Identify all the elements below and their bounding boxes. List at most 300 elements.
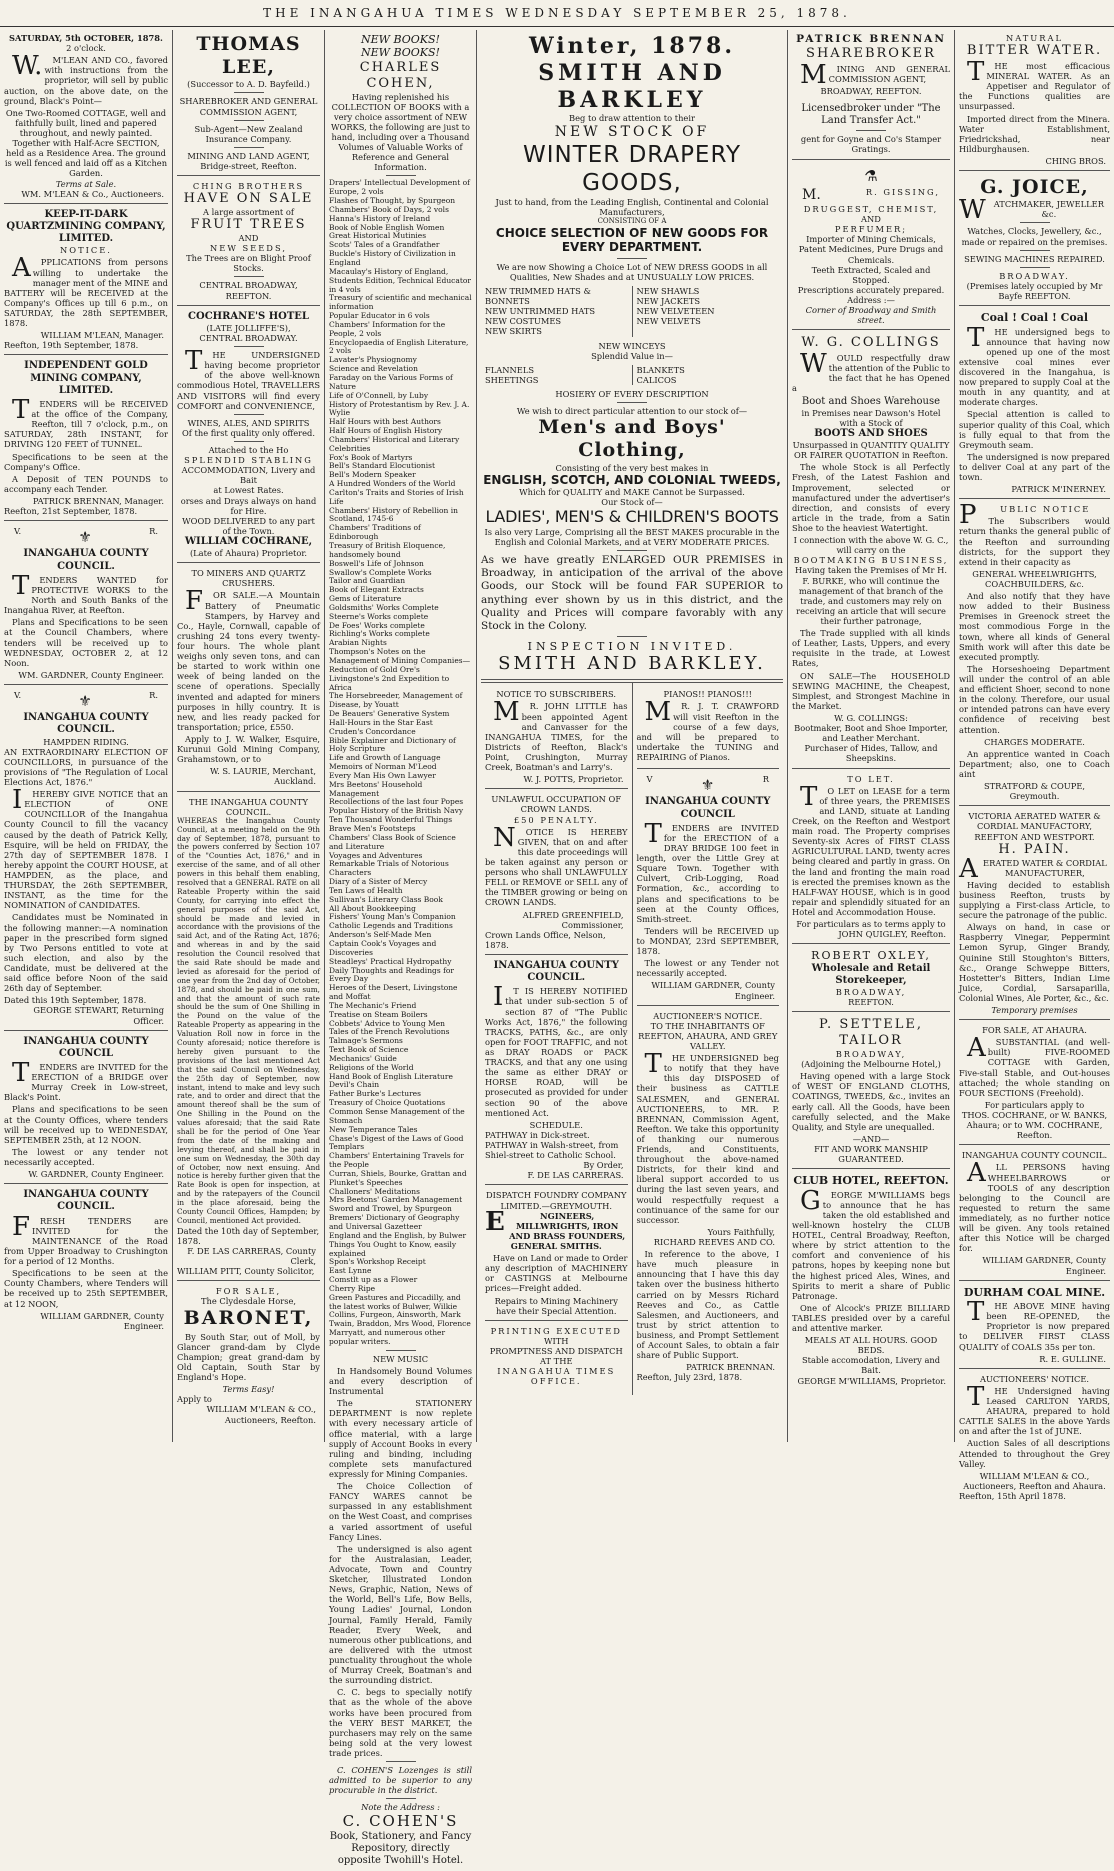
ad-body: One of Alcock's PRIZE BILLIARD TABLES presided over by a careful and attentive marker. (792, 1302, 950, 1334)
ad-title: INANGAHUA COUNTY COUNCIL. (23, 712, 149, 736)
ad-body: Unsurpassed in QUANTITY QUALITY OR FAIRER QUOTATION in Reefton. (792, 440, 950, 461)
ahaura-auction-ad (959, 1371, 1110, 1505)
goods-right (632, 365, 784, 385)
keep-it-dark-ad (4, 206, 168, 356)
list-item: Anderson's Self-Made Men (329, 930, 432, 940)
column-4 (476, 30, 787, 1442)
unlawful-occupation-notice (485, 791, 628, 955)
list-item: Chambers' Historical and Literary Celebrities (329, 434, 460, 453)
ad-signature: W. S. LAURIE, Merchant, Auckland. (210, 766, 316, 787)
ad-body: Plans and Specifications to be seen at the Council Chambers, where tenders will be received up to WEDNESDAY, OCTOBER 2, at 12 Noon. (4, 617, 168, 668)
ad-subtitle: PERFUMER; (834, 224, 908, 235)
list-item: SHEETINGS (485, 374, 539, 385)
ad-body: Candidates must be Nominated in the following manner:—A nomination paper in the prescribed form signed by Two Persons entitled to vote at such election, and also by the Candidate, must be delivered at the said office before Noon of the said 26th day of September. (4, 912, 168, 994)
ad-body: TENDERS WANTED for PROTECTIVE WORKS to the North and South Banks of the Inangahua River, at Reefton. (4, 570, 168, 616)
ad-title: AUCTIONEERS' NOTICE. (979, 1373, 1090, 1384)
list-item: Comstlt up as a Flower (329, 1275, 418, 1285)
list-item: Spon's Workshop Receipt (329, 1257, 426, 1267)
ad-title: M. (802, 186, 821, 203)
list-item: NEW UNTRIMMED HATS (485, 306, 596, 317)
list-item: NEW VELVETS (636, 316, 701, 327)
smith-barkley-ad (481, 30, 783, 680)
list-item: Life of O'Connell, by Luby (329, 390, 429, 400)
subscribers-notice (485, 686, 628, 789)
ad-body: For particulars apply to (984, 1099, 1085, 1110)
ad-body: TENDERS are INVITED for the ERECTION of a BRIDGE over Murray Creek in Low-street, Black's Point. (4, 1058, 168, 1103)
ad-address: (Adjoining the Melbourne Hotel,) (801, 1059, 941, 1070)
council-election-ad (4, 687, 168, 1031)
ad-title: CLUB HOTEL, REEFTON. (793, 1174, 949, 1188)
ad-body: MR. JOHN LITTLE has been appointed Agent and Canvasser for the INANGAHUA TIMES, for the Districts of Reefton, Black's Point, Crushington, Murray Creek, Boatman's and Larry's. (485, 697, 628, 773)
ad-title: BARONET, (183, 1306, 314, 1329)
ad-body: Specifications to be seen at the Company's Office. (4, 451, 168, 472)
ad-body: AND (238, 233, 259, 244)
ad-date: Reefton, July 23rd, 1878. (636, 1372, 743, 1383)
list-item: Fox's Book of Martyrs (329, 452, 413, 462)
list-item: Treasury of Choice Quotations (329, 1098, 446, 1108)
ad-body: The Trees are on Blight Proof Stocks. (186, 253, 311, 274)
council-road-ad (4, 1186, 168, 1335)
ad-body: Specifications to be seen at the County Chambers, where Tenders will be received up to 25th SEPTEMBER, at 12 NOON, (4, 1268, 168, 1309)
ad-subtitle: (LATE JOLLIFFE'S), (206, 322, 291, 333)
ad-address: Book, Stationery, and Fancy Repository, directly opposite Twohill's Hotel. (329, 1830, 472, 1867)
list-item: Curran, Shiels, Bourke, Grattan and Plunket's Speeches (329, 1168, 467, 1187)
column-3 (324, 30, 476, 1867)
list-item: Chambers' Traditions of Edinborough (329, 523, 421, 542)
ad-body: W.M'LEAN AND CO., favored with instructions from the proprietor, will sell by public auction, on the above date, on the ground, Black's Point— (4, 51, 168, 106)
col4-lower-right (632, 683, 784, 1395)
list-item: Chambers' Information for the People, 2 vols (329, 319, 446, 338)
ad-body: Temporary premises (991, 1005, 1078, 1016)
list-item: Flashes of Thought, by Spurgeon (329, 196, 456, 206)
list-item: Boswell's Life of Johnson (329, 558, 424, 568)
goods-left (481, 365, 632, 385)
coal-ad (959, 308, 1110, 499)
ad-body: By South Star, out of Moll, by Glancer grand-dam by Clyde Champion; great grand-dam by Old Captain, South Star by England's Hope. (177, 1331, 320, 1383)
ad-place: Reefton, 19th September, 1878. (4, 340, 139, 351)
list-item: Remarkable Trials of Notorious Characters (329, 859, 449, 878)
ad-body: For particulars as to terms apply to (796, 919, 946, 930)
list-item: Drapers' Intellectual Development of Europe, 2 vols (329, 178, 470, 197)
ad-subtitle: (Late of Ahaura) Proprietor. (189, 548, 308, 559)
ad-body: Importer of Mining Chemicals, Patent Medicines, Pure Drugs and Chemicals. (798, 234, 944, 265)
ad-title: UNLAWFUL OCCUPATION OF CROWN LANDS. (491, 794, 622, 815)
cochranes-hotel-ad (177, 308, 320, 564)
ad-signature: W. G. COLLINGS: (834, 713, 908, 723)
ad-body: THE Undersigned having Leased CARLTON YARDS, AHAURA, prepared to hold CATTLE SALES in the above Yards on and after the 1st of JUNE. (959, 1381, 1110, 1437)
ad-address: Bridge-street, Reefton. (200, 161, 297, 171)
gissing-chemist-ad (792, 162, 950, 331)
list-item: East Lynne (329, 1266, 372, 1276)
ad-title: NOTICE TO SUBSCRIBERS. (496, 689, 617, 700)
ad-title: KEEP-IT-DARK QUARTZMINING COMPANY, LIMITED. (6, 208, 166, 245)
ad-subtitle: £50 PENALTY. (513, 814, 599, 825)
ad-body: Having decided to establish business Reefton, trusts by supplying a First-class Article, to secure the patronage of the public. (959, 879, 1110, 921)
ad-body: ENGINEERS, MILLWRIGHTS, IRON AND BRASS FOUNDERS, GENERAL SMITHS. (485, 1206, 626, 1251)
ad-body: WHEREAS the Inangahua County Council, at a meeting held on the 9th day of September, 1878, pursuant to the powers conferred by Section 107 of the "Counties Act, 1876," and in exercise of the same, and of all other powers in this behalf them enabling, resolved that a GENERAL RATE on all Rateable Property within the said County, for carrying into effect the general purposes of the said Act, should be made and levied in accordance with the provisions of the said Act, and of the Rating Act, 1876; and whereas in and by the said resolution the Council resolved that the said Rate should be made and levied as aforesaid for the period of one year from the 2nd day of October, 1878, and should be paid in one sum, and that the amount of such rate should be the sum of One Shilling in the Pound on the value of the Rateable Property as appearing in the Valuation Roll now in force in the County aforesaid; notice therefore is hereby given pursuant to the provisions of the last mentioned Act that the said Council on Wednesday, the 25th day of September, now instant, intend to make and levy such rate, and to order and direct that the amount thereof shall be the sum of One Shilling in the Pound on the values aforesaid; that the said Rate shall be for the period of One Year from the date of the making and levying thereof, and shall be paid in one sum on Wednesday, the 30th day of October, now next ensuing. And notice is hereby further given that the Rate Book is open for inspection, at and by the ratepayers of the Council in the place aforesaid, being the County Council Offices, Hampden; by Council, mentioned Act provided. (177, 815, 320, 1225)
council-protective-works-ad (4, 523, 168, 685)
ad-body: And also notify that they have now added to their Business Premises in Greenock street the most commodious Forge in the town, where all kinds of General Smith work will after this date be executed promptly. (959, 591, 1110, 662)
ad-body: Consisting of the very best makes in (555, 462, 709, 473)
ad-body: A Deposit of TEN POUNDS to accompany each Tender. (4, 473, 168, 494)
ad-body: —AND— (852, 1133, 890, 1144)
ad-signature: WILLIAM COCHRANE, (184, 535, 313, 547)
ad-title: VICTORIA AERATED WATER & CORDIAL MANUFACTORY, (968, 811, 1101, 832)
list-item: Mechanics' Guide (329, 1053, 397, 1063)
ad-address: REEFTON. (848, 997, 894, 1008)
ad-body: C. COHEN'S Lozenges is still admitted to be superior to any procurable in the district. (329, 1765, 472, 1796)
ad-signature: WM. M'LEAN & Co., Auctioneers. (21, 188, 164, 199)
public-notice-ad (959, 501, 1110, 806)
ad-title: CHING BROTHERS (192, 181, 305, 192)
ad-body: Note the Address : (361, 1802, 440, 1813)
list-item: Tailor and Guardian (329, 576, 406, 586)
ad-date: Reefton, 15th April 1878. (959, 1490, 1066, 1501)
ad-signature: PATRICK M'INERNEY. (1011, 484, 1106, 495)
ad-body: APPLICATIONS from persons willing to undertake the manager ment of the MINE and BATTERY will be RECEIVED at the Company's Offices up till 6 p.m., on SATURDAY, the 28th SEPTEMBER, 1878. (4, 253, 168, 329)
ad-body: IHEREBY GIVE NOTICE that an ELECTION of ONE COUNCILLOR of the Inangahua County Council to fill the vacancy caused by the death of Patrick Kelly, Esquire, will be held on FRIDAY, the 27th day of SEPTEMBER 1878. I hereby appoint the COURT HOUSE, at HAMPDEN, as the place, and THURSDAY, the 26th SEPTEMBER, INSTANT, as the time for the NOMINATION of CANDIDATES. (4, 785, 168, 911)
list-item: Swallow's Complete Works (329, 567, 432, 577)
ad-body: The lowest or any Tender not necessarily accepted. (636, 958, 779, 979)
list-item: Buckle's History of Civilization in England (329, 249, 456, 267)
ad-body: THE UNDERSIGNED beg to notify that they have this day DISPOSED of their business as CATTLE SALESMEN, and GENERAL AUCTIONEERS, to MR. P. BRENNAN, Commission Agent, Reefton. We take this opportunity of thanking our numerous Friends, and Constituents, throughout the above-named Districts, for their kind and liberal support accorded to us during the last seven years, and would respectfully request a continuance of the same for our successor. (636, 1049, 779, 1225)
list-item: Livingstone's 2nd Expedition to Africa (329, 673, 450, 692)
ad-body: Prescriptions accurately prepared. (797, 284, 945, 295)
list-item: NEW VELVETEEN (636, 306, 715, 317)
list-item: Steerne's Works complete (329, 611, 429, 621)
list-item: Mrs Beetons' Garden Management (329, 1195, 463, 1205)
ad-body: The undersigned is also agent for the Australasian, Leader, Advocate, Town and Country Sketcher, Illustrated London News, Graphic, Nation, News of the World, Bell's Life, Bow Bells, Young Ladies' Journal, London Journal, Family Herald, Family Reader, Every Week, and numerous other publications, and are delivered with the utmost punctuality throughout the whole of Murray Creek, Boatman's and the surrounding district. (329, 1543, 472, 1686)
ad-signature: R. E. GULLINE. (1039, 1353, 1106, 1364)
ad-body: The Trade supplied with all kinds of Leather, Lasts, Uppers, and every requisite in the trade, at Lowest Rates, (792, 628, 950, 669)
list-item: Ten Laws of Health (329, 885, 403, 895)
ad-highlight: WINTER DRAPERY GOODS, (522, 141, 742, 196)
goods-left (481, 286, 632, 337)
ad-date: SATURDAY, 5th OCTOBER, 1878. (9, 33, 163, 43)
list-item: NEW COSTUMES (485, 316, 562, 327)
ad-time: 2 o'clock. (66, 43, 106, 54)
ad-body: Sub-Agent—New Zealand Insurance Company. (194, 123, 303, 144)
list-item: Challoners' Meditations (329, 1186, 420, 1196)
ad-body: NOTICE IS HEREBY GIVEN, that on and after this date proceedings will be taken against any person or persons who shall UNLAWFULLY FELL or REMOVE or SELL any of the TIMBER growing or being on CROWN LANDS. (485, 822, 628, 908)
ad-title: INDEPENDENT GOLD MINING COMPANY, LIMITED. (24, 360, 148, 396)
ad-body: In reference to the above, I have much pleasure in announcing that I have this day taken over the business hitherto carried on by Messrs Richard Reeves and Co., as Cattle Salesmen, and Auctioneers, and trust by strict attention to business, and Prompt Settlement of Account Sales, to obtain a fair share of Public Support. (636, 1249, 779, 1361)
ad-highlight: Boot and Shoes Warehouse (801, 395, 941, 407)
column-2 (172, 30, 324, 1442)
list-item: A Hundred Wonders of the World (329, 479, 456, 489)
crest-letter: V. (14, 526, 22, 537)
ad-title: DURHAM COAL MINE. (963, 1285, 1106, 1299)
ad-body: WITH (543, 1335, 569, 1346)
list-item: Macaulay's History of England, Students Edition, Technical Educator in 4 vols (329, 266, 471, 294)
ad-body: THE UNDERSIGNED having become proprietor of the above well-known commodious Hotel, TRAVELLERS AND VISITORS will find every COMFORT and CONVENIENCE, (177, 346, 320, 411)
ad-body: Our Stock of— (601, 497, 663, 508)
ad-subtitle: Storekeeper, (835, 974, 907, 986)
ad-title: P. SETTELE, (818, 1017, 924, 1033)
ad-signature: W. J. POTTS, Proprietor. (523, 774, 624, 785)
brennan-ad (792, 30, 950, 160)
ad-body: CONSISTING OF A (597, 216, 667, 225)
mortar-pestle-icon: ⚗ (864, 166, 878, 185)
list-item: Brave Men's Footsteps (329, 824, 416, 833)
ad-body: IT IS HEREBY NOTIFIED that under sub-section 5 of section 87 of "The Public Works Act, 1876," the following TRACKS, PATHS, &c., are only open for FOOT TRAFFIC, and not as DRAY ROADS or PACK TRACKS, and that any one using the same as either DRAY or HORSE ROAD, will be prosecuted as provided for under section 90 of the above mentioned Act. (485, 982, 628, 1118)
ad-body: Which for QUALITY and MAKE Cannot be Surpassed. (519, 487, 745, 498)
list-item: De Beauers' Generative System (329, 709, 450, 719)
ad-title: DISPATCH FOUNDRY COMPANY LIMITED.—GREYMOUTH. (486, 1190, 627, 1211)
ad-signature: WILLIAM PITT, County Solicitor, (177, 1266, 315, 1277)
list-item: Treatise on Steam Boilers (329, 1009, 428, 1019)
ad-title: INANGAHUA COUNTY COUNCIL. (493, 959, 619, 984)
ad-address: BROADWAY, (835, 1049, 907, 1060)
ad-signature: WILLIAM M'LEAN, Manager. (40, 330, 164, 341)
list-item: Devil's Chain (329, 1080, 380, 1090)
battery-sale-ad (177, 565, 320, 791)
ad-body: The whole Stock is all Perfectly Fresh, of the Latest Fashion and Improvement, selected or manufactured under the advertiser's direction, and consists of every article in the trade, from a Satin Shoe to the heaviest Watertight. (792, 462, 950, 534)
list-item: Cherry Ripe (329, 1283, 376, 1293)
list-item: Thompson's Notes on the Management of Mining Companies—Reduction of Gold Ore's (329, 647, 471, 674)
ad-body: Apply to J. W. Walker, Esquire, Kurunui Gold Mining Company, Grahamstown, or to (177, 734, 320, 765)
list-item: Sullivan's Literary Class Book (329, 894, 443, 904)
ad-subtitle: TO THE INHABITANTS OF REEFTON, AHAURA, AND GREY VALLEY. (638, 1020, 778, 1051)
ad-subtitle: SCHEDULE. (529, 1119, 583, 1130)
ad-address: (Premises lately occupied by Mr Bayfe REEFTON. (966, 280, 1103, 301)
royal-crest-icon: ⚜ (700, 776, 715, 795)
ad-title: INANGAHUA COUNTY COUNCIL. (23, 1189, 149, 1213)
ad-signature: GEORGE M'WILLIAMS, Proprietor. (797, 1375, 946, 1386)
column-1 (0, 30, 172, 1442)
ad-subtitle: HAVE ON SALE (183, 191, 314, 207)
list-item: Chambers' Class Book of Science and Literature (329, 832, 456, 851)
ad-body: Having replenished his COLLECTION OF BOOKS with a very choice assortment of NEW WORKS, the following are just to hand, including over a Thousand Volumes of Valuable Works of Reference and General Information. (330, 91, 470, 173)
ad-body: Is also very Large, Comprising all the BEST MAKES procurable in the English and Colonial Markets, and at VERY MODERATE PRICES. (484, 527, 780, 548)
ad-body: C. C. begs to specially notify that as the whole of the above works have been procured from the VERY BEST MARKET, the purchasers may rely on the same being sold at the very lowest trade prices. (329, 1687, 472, 1758)
list-item: Cobbets' Advice to Young Men (329, 1018, 446, 1028)
ad-title: R. GISSING, (865, 186, 940, 197)
list-item: Chambers' History of Rebellion in Scotland, 1745-6 (329, 505, 458, 524)
ad-signature: WILLIAM M'LEAN & CO., Auctioneers, Reefton and Ahaura. (963, 1470, 1106, 1491)
ad-body: Purchaser of Hides, Tallow, and Sheepskins. (804, 743, 938, 764)
list-item: Bell's Standard Elocutionist (329, 461, 435, 471)
settele-tailor-ad (792, 1014, 950, 1169)
ad-body: MINING AND LAND AGENT, (187, 150, 310, 161)
ad-subtitle: NOTICE. (60, 245, 112, 256)
ad-body: Always on hand, in case or Raspberry Vinegar, Peppermint Lemon Syrup, Ginger Brandy, Quinine Still Stoughton's Bitters, &c., Orange Schweppe Bitters, Hostetter's Bitters, Indian Lime Juice, Cordial, Sarsaparilla, Colonial Wines, Ale Porter, &c., &c. (959, 922, 1110, 1003)
ad-highlight: CHOICE SELECTION OF NEW GOODS FOR EVERY DEPARTMENT. (495, 225, 769, 255)
ad-body: The Clydesdale Horse, (200, 1296, 297, 1307)
list-item: NEW SKIRTS (485, 326, 542, 337)
ad-subtitle: (Successor to A. D. Bayfeild.) (187, 79, 310, 90)
ad-highlight: ENGLISH, SCOTCH, AND COLONIAL TWEEDS, (483, 472, 781, 487)
list-item: Heroes of the Desert, Livingstone and Moffat (329, 983, 458, 1002)
list-item: Faraday on the Various Forms of Nature (329, 372, 453, 391)
foundry-ad (485, 1187, 628, 1320)
ad-body: Address :— (847, 294, 895, 305)
ad-title: COCHRANE'S HOTEL (188, 310, 309, 322)
ad-title: INANGAHUA COUNTY COUNCIL. (961, 1150, 1108, 1161)
ad-highlight: Men's and Boys' Clothing, (538, 416, 726, 462)
crest-letter: R. (149, 526, 158, 537)
ad-body: THE ABOVE MINE having been RE-OPENED, the Proprietor is now prepared to DELIVER FIRST CLASS QUALITY of COALS 35s per ton. (959, 1297, 1110, 1352)
ad-body: ON SALE—The HOUSEHOLD SEWING MACHINE, the Cheapest, Simplest, and Strongest Machine in the Market. (792, 670, 950, 711)
ad-body: We wish to direct particular attention to our stock of— (516, 406, 748, 417)
ad-body: The undersigned is now prepared to deliver Coal at any part of the town. (959, 451, 1110, 483)
ad-body: TO LET on LEASE for a term of three years, the PREMISES and LAND, situate at Landing Creek, on the Reefton and Westport main road. The Property comprises Seventy-six Acres of FIRST CLASS AGRICULTURAL LAND, twenty acres being cleared and partly in grass. On the land and fronting the main road is erected the premises known as the HALF-WAY HOUSE, which is in good repair and splendidly situated for an Hotel and Accommodation House. (792, 781, 950, 917)
ad-item: Together with Half-Acre SECTION, held as a Residence Area. The ground is well fenced and laid off as a Kitchen Garden. (4, 138, 168, 179)
ad-body: Of the first quality only offered. (182, 427, 315, 438)
list-item: Sword and Trowel, by Spurgeon (329, 1204, 452, 1214)
ad-place: Reefton, 21st September, 1878. (4, 506, 138, 517)
list-item: Religions of the World (329, 1062, 414, 1072)
joice-watchmaker-ad (959, 173, 1110, 306)
ad-signature: WILLIAM M'LEAN & CO., Auctioneers, Reefton. (206, 1404, 316, 1425)
ad-title: THOMAS LEE, (196, 33, 301, 79)
ad-body: The Subscribers would return thanks the general public of the Reefton and surrounding districts, for the support they extend in their capacity as (959, 516, 1110, 567)
list-item: Voyages and Adventures (329, 850, 423, 860)
ad-signature: PATRICK BRENNAN. (686, 1362, 775, 1373)
ad-address: REEFTON. (225, 290, 272, 301)
club-hotel-ad (792, 1171, 950, 1389)
ad-signature: W. GARDNER, County Engineer. (28, 1169, 164, 1180)
ad-body: Just to hand, from the Leading English, Continental and Colonial Manufacturers, (495, 196, 769, 217)
ad-body: Teeth Extracted, Scaled and Stopped. (811, 264, 931, 285)
victoria-aerated-ad (959, 808, 1110, 1020)
list-item: Bible Explainer and Dictionary of Holy Scripture (329, 735, 456, 754)
ad-title: INANGAHUA COUNTY COUNCIL (645, 796, 771, 820)
ad-title: TO MINERS AND QUARTZ CRUSHERS. (191, 568, 306, 589)
ad-body: Tenders will be RECEIVED up to MONDAY, 23rd SEPTEMBER, 1878. (636, 925, 779, 957)
list-item: Captain Cook's Voyages and Discoveries (329, 938, 437, 957)
ad-body: The Choice Collection of FANCY WARES cannot be surpassed in any establishment on the West Coast, and comprises a varied assortment of useful Fancy Lines. (329, 1481, 472, 1542)
ad-title: THE INANGAHUA COUNTY COUNCIL. (189, 796, 308, 817)
list-item: Father Burke's Lectures (329, 1089, 421, 1099)
ad-body: THE most efficacious MINERAL WATER. As an Appetiser and Regulator of the Functions qualities are unsurpassed. (959, 56, 1110, 112)
ad-body: An apprentice wanted in Coach Department; also, one to Coach aint (959, 748, 1110, 779)
col4-lower-left (481, 683, 632, 1395)
ad-body: Special attention is called to superior quality of this Coal, which is fully equal to that from the Greymouth seam. (959, 409, 1110, 450)
to-let-ad (792, 771, 950, 945)
ad-body: WOOD DELIVERED to any part of the Town. (182, 515, 315, 536)
ad-signature: WILLIAM GARDNER, County Engineer. (40, 1310, 164, 1331)
list-item: Recollections of the last four Popes (329, 797, 464, 807)
ad-subtitle: SHAREBROKER (806, 45, 936, 61)
list-item: New Temperance Tales (329, 1124, 418, 1134)
column-6 (954, 30, 1114, 1501)
ad-body: orses and Drays always on hand for Hire. (180, 495, 317, 516)
ad-body: In Handsomely Bound Volumes and every description of Instrumental (329, 1365, 472, 1397)
ad-body: ALL PERSONS having WHEELBARROWS or TOOLS of any description belonging to the Council are requested to return the same immediately, as no further notice will be given. Any tools retained after this Notice will be charged for. (959, 1158, 1110, 1254)
ad-highlight: FRUIT TREES (190, 217, 307, 233)
printing-ad (485, 1323, 628, 1391)
ad-body: FRESH TENDERS are INVITED for the MAINTENANCE of the Road from Upper Broadway to Crushington for a period of 12 Months. (4, 1211, 168, 1267)
ad-body: at Lowest Rates. (213, 485, 284, 496)
ad-title: BITTER WATER. (966, 43, 1103, 59)
list-item: Gems of Literature (329, 594, 402, 604)
ad-address: CENTRAL BROADWAY, (199, 280, 298, 291)
list-item: Things You Ought to Know, easily explained (329, 1239, 457, 1258)
list-item: Lavater's Physiognomy (329, 355, 417, 365)
ad-subtitle: WATCHMAKER, JEWELLER &c. (959, 195, 1104, 226)
ching-brothers-ad (177, 178, 320, 306)
list-item: Treasury of scientific and mechanical information (329, 293, 472, 312)
ad-signature: JOHN QUIGLEY, Reefton. (838, 929, 946, 940)
list-item: The Mechanic's Friend (329, 1000, 417, 1010)
ad-signature: F. DE LAS CARRERAS. (527, 1170, 624, 1181)
ad-title: G. JOICE, (980, 176, 1089, 199)
ad-body: A large assortment of (203, 207, 294, 218)
independent-gold-ad (4, 357, 168, 521)
thomas-lee-ad (177, 30, 320, 176)
list-item: De Foes' Works complete (329, 620, 425, 630)
ad-body: By Order, (583, 1160, 624, 1171)
ad-body: Have on Land or made to Order any description of MACHINERY or CASTINGS at Melbourne prices—Freight added. (485, 1253, 628, 1294)
crest-letter: V (646, 774, 653, 785)
ad-terms: Terms at Sale. (55, 178, 117, 189)
ad-body: TENDERS are INVITED for the ERECTION of a DRAY BRIDGE 100 feet in length, over the Little Grey at Square Town. Together with Culvert, Crib-Logging, Road Formation, &c., according to plans and specifications to be seen at the County Offices, Smith-street. (636, 818, 779, 924)
list-item: NEW JACKETS (636, 296, 701, 307)
ad-item: PATHWAY in Walsh-street, from Shiel-street to Catholic School. (485, 1139, 619, 1161)
ad-body: WOULD respectfully draw the attention of the Public to the fact that he has Opened a (792, 349, 950, 394)
list-item: Bremers' Dictionary of Geography and Universal Gazetteer (329, 1213, 460, 1231)
list-item: Popular Educator in 6 vols (329, 311, 430, 321)
ad-subtitle: TAILOR (839, 1033, 903, 1049)
ad-title: PIANOS!! PIANOS!!! (663, 689, 752, 700)
ad-signature: WILLIAM GARDNER, County Engineer. (651, 980, 775, 1001)
tracks-notice (485, 957, 628, 1185)
ad-title: TO LET. (847, 773, 895, 784)
ad-title: NATURAL (1005, 33, 1064, 43)
ad-signature: PATRICK BRENNAN, Manager. (32, 495, 164, 506)
ad-body: Splendid Value in— (591, 350, 673, 361)
list-item: Daily Thoughts and Readings for Every Day (329, 965, 454, 984)
col4-lower-grid (481, 682, 783, 1395)
ad-subtitle: NEW STOCK OF (554, 123, 710, 140)
ad-body: NEW WINCEYS (598, 340, 666, 351)
list-item: NEW TRIMMED HATS & BONNETS (485, 285, 591, 307)
ad-address: CENTRAL BROADWAY. (199, 333, 298, 343)
list-item: Bell's Modern Speaker (329, 470, 416, 480)
ad-title: Coal ! Coal ! Coal (980, 311, 1089, 325)
ad-title: PUBLIC NOTICE (959, 500, 1091, 531)
ad-body: GEORGE M'WILLIAMS begs to announce that he has taken the old established and well-known hostelry the CLUB HOTEL, Central Broadway, Reefton, where by strict attention to the comfort and convenience of his patrons, hopes by keeping none but the highest priced Ales, Wines, and Spirits to merit a share of Public Patronage. (792, 1185, 950, 1301)
ad-address: BROADWAY, REEFTON. (820, 85, 922, 96)
list-item: Science and Revelation (329, 364, 418, 374)
list-item: Carlton's Traits and Stories of Irish Life (329, 487, 464, 506)
ad-highlight: BOOTS AND SHOES (814, 427, 928, 439)
ad-signature: C. COHEN'S (342, 1812, 459, 1831)
ad-body: Stable accomodation, Livery and Bait. (801, 1355, 941, 1376)
ad-body: THE undersigned begs to announce that having now opened up one of the most extensive coal mines ever discovered in the Inangahua, is now prepared to supply Coal at the mouth in any quantity, and at moderate charges. (959, 322, 1110, 408)
list-item: Richling's Works complete (329, 629, 430, 639)
ad-body: We are now Showing a Choice Lot of NEW DRESS GOODS in all Qualities, New Shades and at UNUSUALLY LOW PRICES. (496, 261, 768, 282)
list-item: Common Sense Management of the Stomach (329, 1107, 465, 1125)
ad-body: AN EXTRAORDINARY ELECTION OF COUNCILLORS, in pursuance of the provisions of "The Regulation of Local Elections Act, 1876." (4, 746, 168, 788)
auctioneers-notice (637, 1008, 780, 1387)
list-item: Hand Book of English Literature (329, 1071, 453, 1081)
goods-list (481, 286, 783, 337)
ad-signature: STRATFORD & COUPE, (983, 781, 1086, 792)
ad-place: Greymouth. (1009, 791, 1060, 802)
ad-signature: THOS. COCHRANE, or W. BANKS, Ahaura; or to WM. COCHRANE, Reefton. (961, 1110, 1108, 1141)
ad-body: Imported direct from the Minera. Water Establishment, Friedrickshad, near Hildburghausen. (959, 113, 1110, 154)
goods-list (481, 365, 783, 385)
ad-highlight: BOOTMAKING BUSINESS, (793, 555, 949, 566)
ad-title: ROBERT OXLEY, (811, 949, 931, 963)
cohen-books-ad (329, 30, 472, 1871)
ad-body: FOR SALE.—A Mountain Battery of Pneumatic Stampers, by Harvey and Co., Hayle, Cornwall, capable of crushing 24 tons every twenty-four hours. The whole plant weighs only seven tons, and can be started to work within one week of being landed on the scene of operations. Specially invented and adapted for miners purposes in hilly country. It is new, and lies ready packed for transportation; price, £550. (177, 586, 320, 732)
mclean-auction-ad (4, 30, 168, 204)
list-item: Chase's Digest of the Laws of Good Templars (329, 1133, 464, 1152)
ad-highlight: WINES, ALES, AND SPIRITS (187, 417, 310, 428)
